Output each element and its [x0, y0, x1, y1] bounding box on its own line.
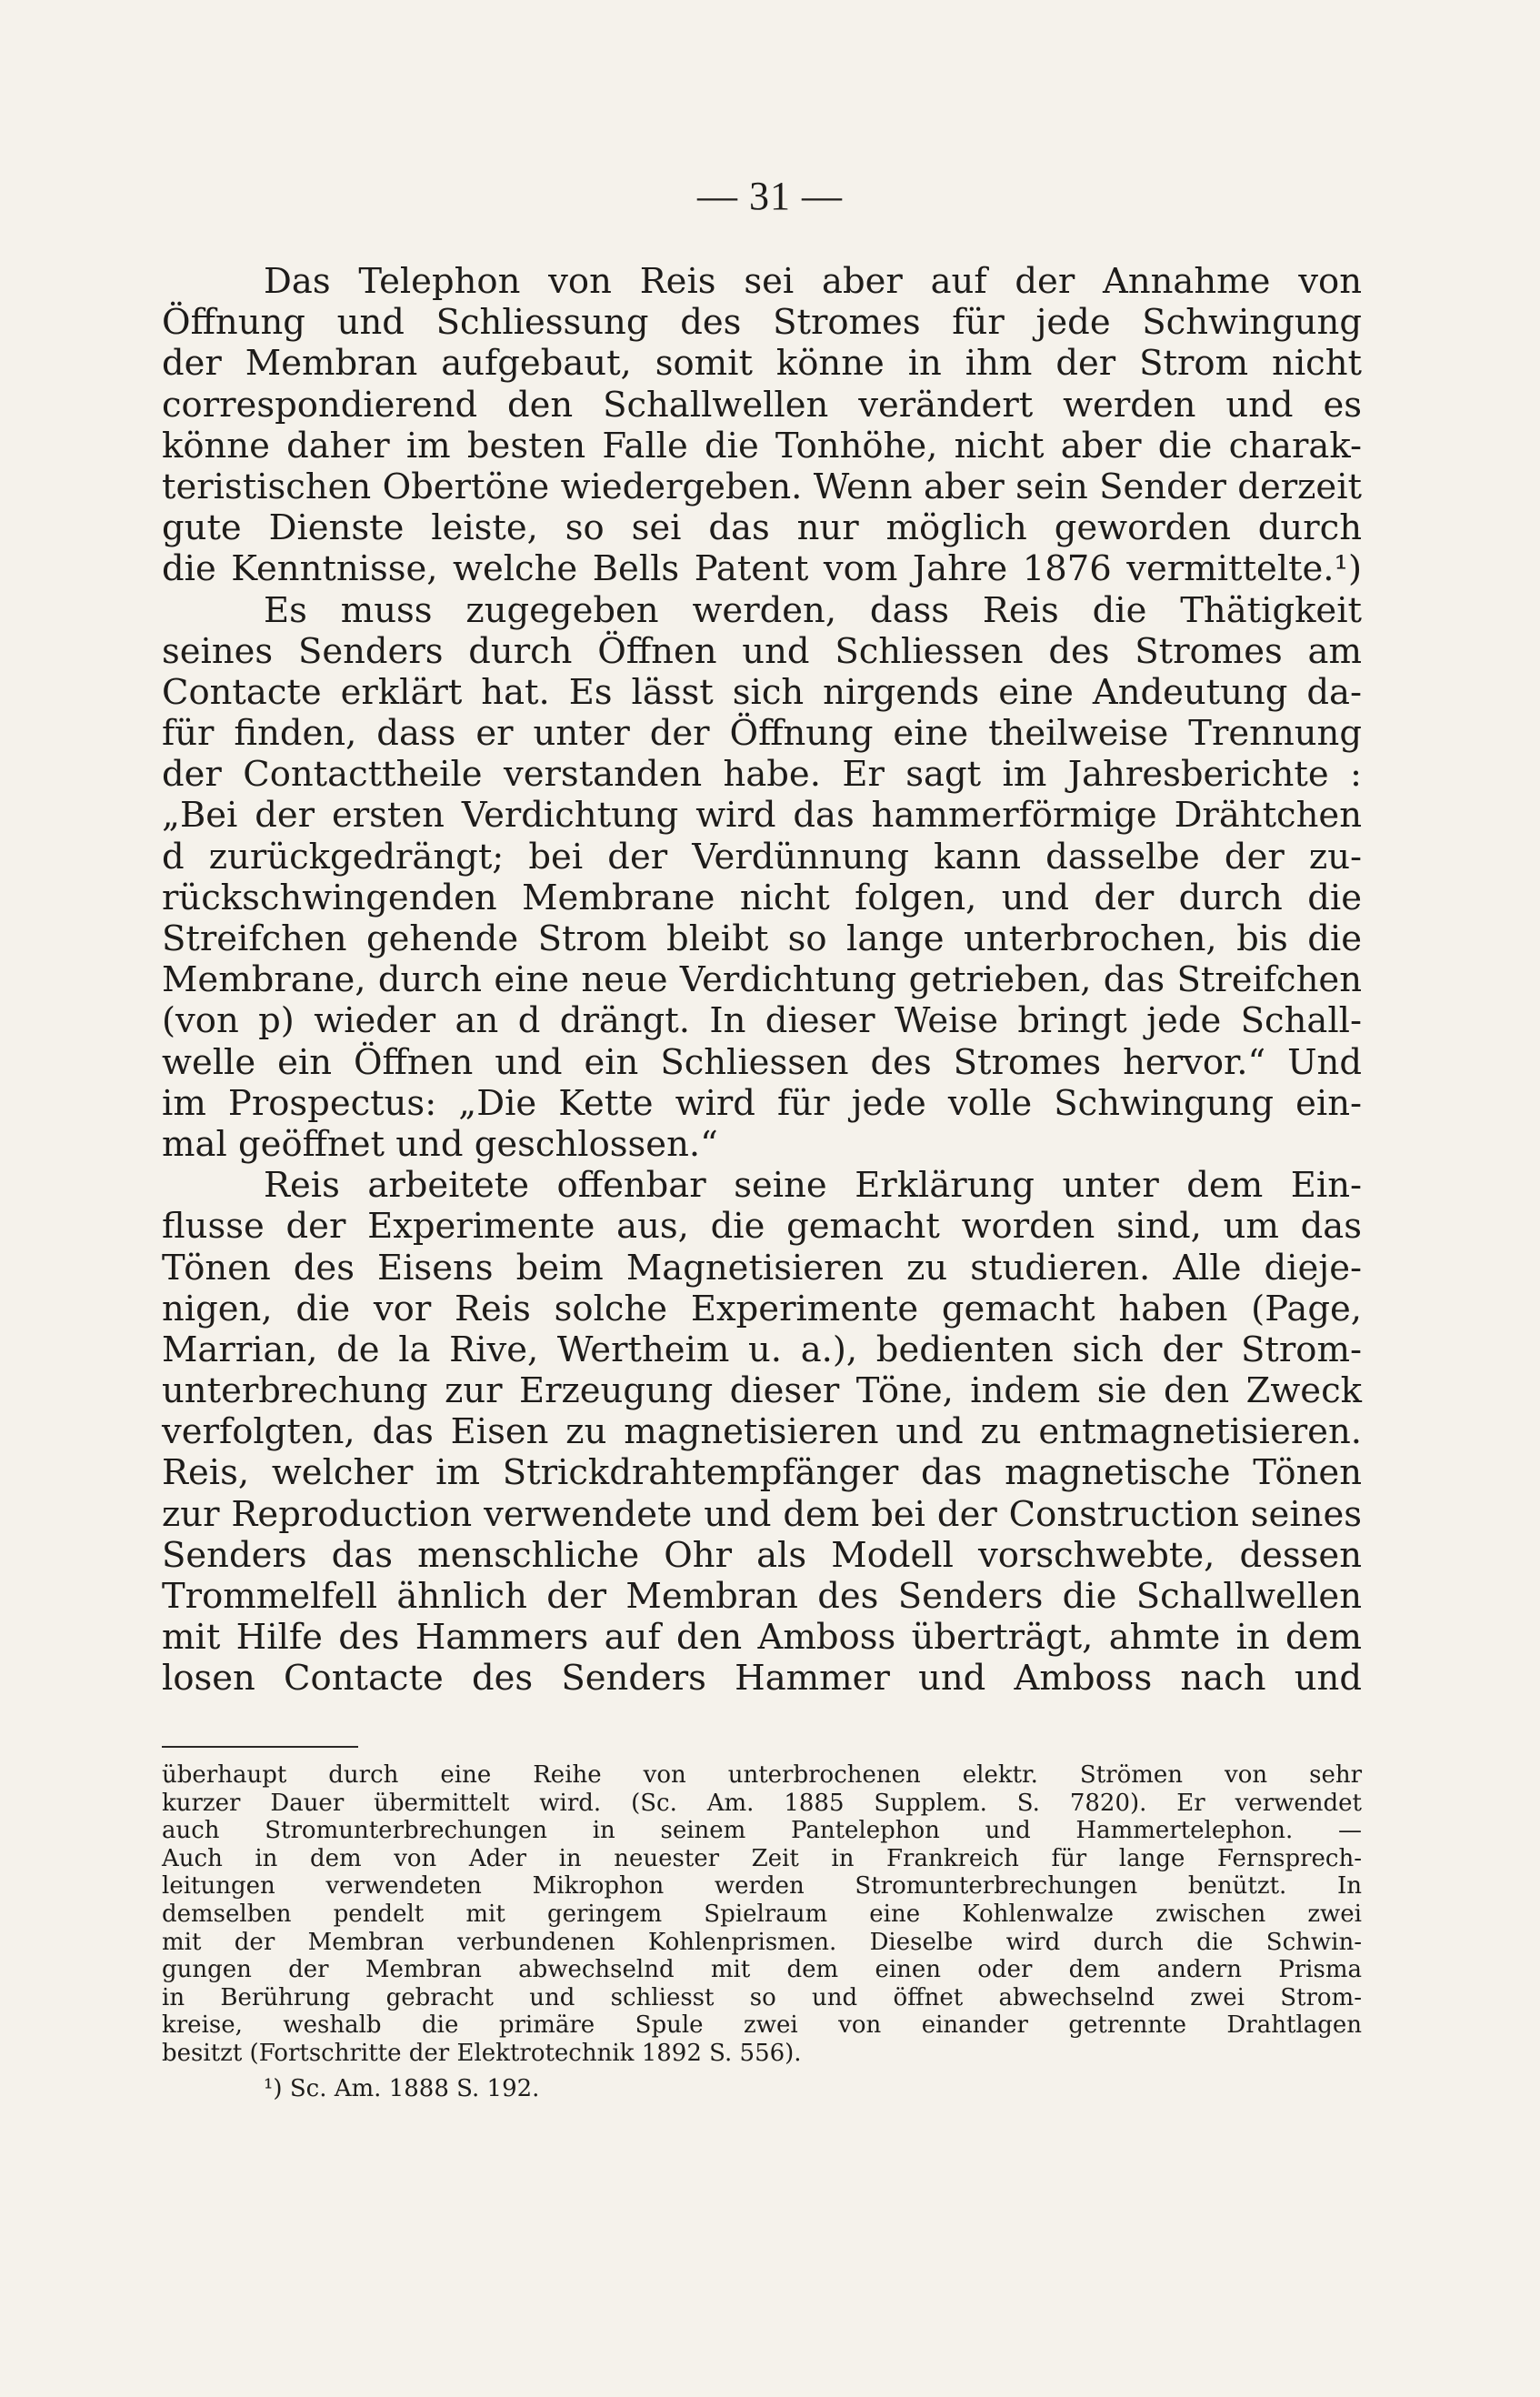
text-line: Contacte erklärt hat. Es lässt sich nirgends eine Andeutung da-: [162, 671, 1362, 713]
footnote-1: ¹) Sc. Am. 1888 S. 192.: [264, 2074, 540, 2102]
footnote-line: auch Stromunterbrechungen in seinem Pantelephon und Hammertelephon. —: [162, 1817, 1362, 1845]
footnote-divider: [162, 1746, 358, 1748]
text-line: mal geöffnet und geschlossen.“: [162, 1123, 718, 1165]
footnote-line: leitungen verwendeten Mikrophon werden Stromunterbrechungen benützt. In: [162, 1872, 1362, 1901]
text-line: gute Dienste leiste, so sei das nur möglich geworden durch: [162, 507, 1362, 549]
footnote-line: gungen der Membran abwechselnd mit dem einen oder dem andern Prisma: [162, 1956, 1362, 1984]
text-line: Öffnung und Schliessung des Stromes für jede Schwingung: [162, 302, 1362, 344]
text-line: könne daher im besten Falle die Tonhöhe, nicht aber die charak-: [162, 425, 1362, 466]
text-line: Reis arbeitete offenbar seine Erklärung unter dem Ein-: [264, 1165, 1362, 1207]
page-number: — 31 —: [697, 174, 843, 218]
text-line: Tönen des Eisens beim Magnetisieren zu studieren. Alle dieje-: [162, 1247, 1362, 1289]
text-line: Das Telephon von Reis sei aber auf der Annahme von: [264, 261, 1362, 302]
text-line: rückschwingenden Membrane nicht folgen, und der durch die: [162, 877, 1362, 918]
footnote-line: in Berührung gebracht und schliesst so und öffnet abwechselnd zwei Strom-: [162, 1983, 1362, 2011]
text-line: verfolgten, das Eisen zu magnetisieren und zu entmagnetisieren.: [162, 1411, 1362, 1453]
text-line: Reis, welcher im Strickdrahtempfänger das magnetische Tönen: [162, 1452, 1362, 1494]
text-line: teristischen Obertöne wiedergeben. Wenn aber sein Sender derzeit: [162, 466, 1362, 507]
text-line: d zurückgedrängt; bei der Verdünnung kann dasselbe der zu-: [162, 836, 1362, 878]
text-line: losen Contacte des Senders Hammer und Amboss nach und: [162, 1658, 1362, 1700]
footnote-line: besitzt (Fortschritte der Elektrotechnik 1892 S. 556).: [162, 2039, 802, 2067]
text-line: zur Reproduction verwendete und dem bei der Construction seines: [162, 1493, 1362, 1535]
text-line: welle ein Öffnen und ein Schliessen des Stromes hervor.“ Und: [162, 1041, 1362, 1083]
body-text: [162, 261, 1362, 1700]
text-line: flusse der Experimente aus, die gemacht worden sind, um das: [162, 1206, 1362, 1248]
text-line: „Bei der ersten Verdichtung wird das hammerförmige Drähtchen: [162, 795, 1362, 837]
text-line: nigen, die vor Reis solche Experimente gemacht haben (Page,: [162, 1288, 1362, 1329]
text-line: Marrian, de la Rive, Wertheim u. a.), bedienten sich der Strom-: [162, 1329, 1362, 1370]
footnote-line: mit der Membran verbundenen Kohlenprismen. Dieselbe wird durch die Schwin-: [162, 1928, 1362, 1956]
text-line: für finden, dass er unter der Öffnung eine theilweise Trennung: [162, 713, 1362, 755]
footnote-line: kreise, weshalb die primäre Spule zwei von einander getrennte Drahtlagen: [162, 2011, 1362, 2040]
footnote-line: demselben pendelt mit geringem Spielraum eine Kohlenwalze zwischen zwei: [162, 1900, 1362, 1928]
text-line: der Membran aufgebaut, somit könne in ihm der Strom nicht: [162, 343, 1362, 385]
text-line: der Contacttheile verstanden habe. Er sagt im Jahresberichte :: [162, 754, 1362, 796]
footnote-line: überhaupt durch eine Reihe von unterbrochenen elektr. Strömen von sehr: [162, 1761, 1362, 1789]
text-line: seines Senders durch Öffnen und Schliessen des Stromes am: [162, 630, 1362, 672]
text-line: (von p) wieder an d drängt. In dieser Weise bringt jede Schall-: [162, 1000, 1362, 1042]
text-line: im Prospectus: „Die Kette wird für jede volle Schwingung ein-: [162, 1082, 1362, 1124]
footnote-line: kurzer Dauer übermittelt wird. (Sc. Am. 1885 Supplem. S. 7820). Er verwendet: [162, 1789, 1362, 1817]
text-line: Senders das menschliche Ohr als Modell vorschwebte, dessen: [162, 1534, 1362, 1576]
footnote-line: Auch in dem von Ader in neuester Zeit in Frankreich für lange Fernsprech-: [162, 1844, 1362, 1872]
text-line: mit Hilfe des Hammers auf den Amboss überträgt, ahmte in dem: [162, 1617, 1362, 1659]
text-line: die Kenntnisse, welche Bells Patent vom Jahre 1876 vermittelte.¹): [162, 548, 1362, 590]
text-line: correspondierend den Schallwellen verändert werden und es: [162, 384, 1362, 426]
text-line: unterbrechung zur Erzeugung dieser Töne, indem sie den Zweck: [162, 1370, 1362, 1412]
text-line: Trommelfell ähnlich der Membran des Senders die Schallwellen: [162, 1576, 1362, 1617]
footnotes: [162, 1761, 1362, 2102]
text-line: Membrane, durch eine neue Verdichtung getrieben, das Streifchen: [162, 959, 1362, 1001]
text-line: Es muss zugegeben werden, dass Reis die Thätigkeit: [264, 589, 1362, 631]
text-line: Streifchen gehende Strom bleibt so lange unterbrochen, bis die: [162, 918, 1362, 959]
